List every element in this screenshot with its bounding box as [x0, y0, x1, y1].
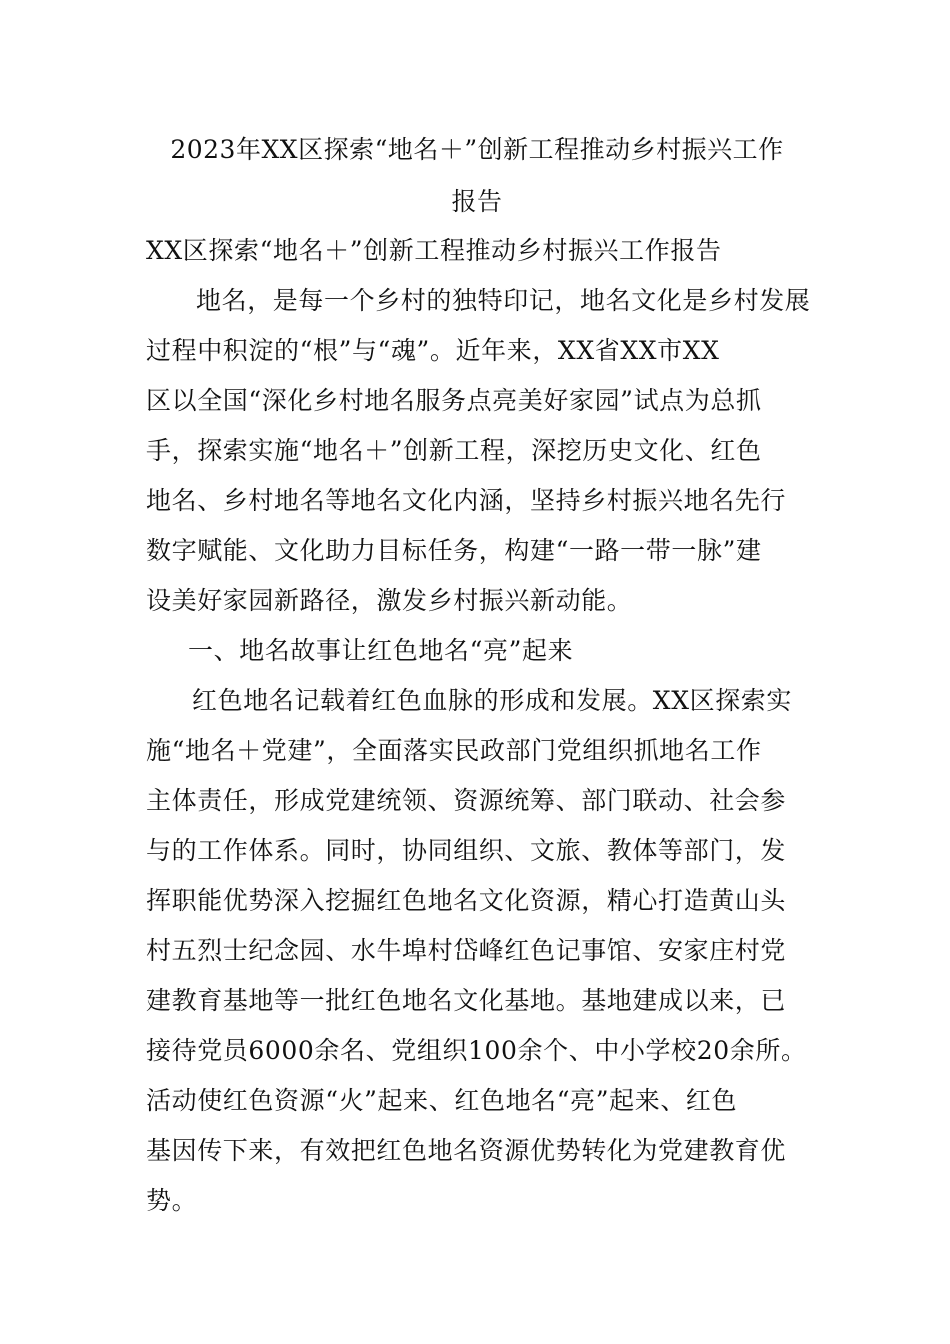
paragraph-line: 设美好家园新路径，激发乡村振兴新动能。: [146, 586, 633, 615]
section-heading: [146, 626, 836, 676]
paragraph-red-placenames: [146, 676, 836, 1226]
document-title: [146, 124, 808, 228]
paragraph-line: 地名、乡村地名等地名文化内涵，坚持乡村振兴地名先行: [146, 486, 787, 515]
paragraph-line: 施“地名＋党建”，全面落实民政部门党组织抓地名工作: [146, 736, 762, 765]
paragraph-line: 手，探索实施“地名＋”创新工程，深挖历史文化、红色: [146, 436, 762, 465]
paragraph-line: 建教育基地等一批红色地名文化基地。基地建成以来，已: [146, 986, 787, 1015]
document-subtitle: [146, 226, 836, 276]
paragraph-line: 接待党员6000余名、党组织100余个、中小学校20余所。: [146, 1036, 807, 1065]
paragraph-line: 区以全国“深化乡村地名服务点亮美好家园”试点为总抓: [146, 386, 762, 415]
paragraph-line: 村五烈士纪念园、水牛埠村岱峰红色记事馆、安家庄村党: [146, 936, 787, 965]
paragraph-line: 红色地名记载着红色血脉的形成和发展。XX区探索实: [192, 686, 792, 715]
paragraph-line: 活动使红色资源“火”起来、红色地名“亮”起来、红色: [146, 1086, 738, 1115]
section-heading-text: 一、地名故事让红色地名“亮”起来: [188, 636, 574, 665]
paragraph-line: 地名，是每一个乡村的独特印记，地名文化是乡村发展: [196, 286, 811, 315]
paragraph-line: 主体责任，形成党建统领、资源统筹、部门联动、社会参: [146, 786, 787, 815]
paragraph-line: 与的工作体系。同时，协同组织、文旅、教体等部门，发: [146, 836, 787, 865]
title-line: 报告: [451, 187, 503, 216]
paragraph-intro: [146, 276, 836, 626]
paragraph-line: 过程中积淀的“根”与“魂”。近年来，XX省XX市XX: [146, 336, 720, 365]
paragraph-line: 势。: [146, 1186, 198, 1215]
paragraph-line: 基因传下来，有效把红色地名资源优势转化为党建教育优: [146, 1136, 787, 1165]
paragraph-line: 挥职能优势深入挖掘红色地名文化资源，精心打造黄山头: [146, 886, 787, 915]
paragraph-line: 数字赋能、文化助力目标任务，构建“一路一带一脉”建: [146, 536, 762, 565]
title-line: 2023年XX区探索“地名＋”创新工程推动乡村振兴工作: [170, 135, 784, 164]
subtitle-text: XX区探索“地名＋”创新工程推动乡村振兴工作报告: [146, 236, 722, 265]
